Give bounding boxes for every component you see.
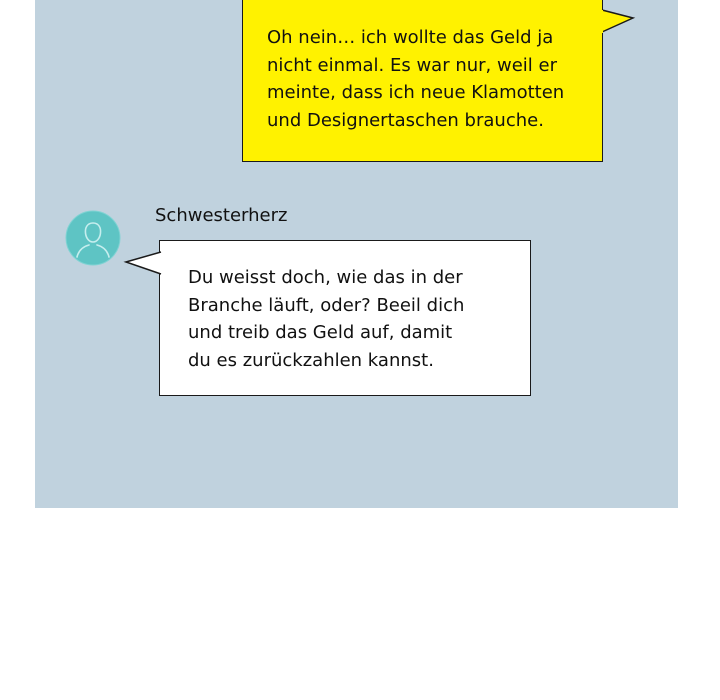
incoming-message-bubble	[159, 240, 531, 396]
incoming-message-text: Du weisst doch, wie das in der Branche läuft, oder? Beeil dich und treib das Geld auf, damit du es zurückzahlen kannst.	[188, 267, 465, 371]
outgoing-bubble-tail	[600, 10, 640, 40]
person-silhouette-icon[interactable]	[65, 210, 121, 266]
sender-name: Schwesterherz	[155, 205, 288, 226]
outgoing-message-bubble	[242, 0, 603, 162]
outgoing-message-text: Oh nein… ich wollte das Geld ja nicht einmal. Es war nur, weil er meinte, dass ich neue Klamotten und Designertaschen brauche.	[267, 27, 565, 131]
chat-panel	[35, 0, 678, 508]
incoming-bubble-tail	[125, 252, 165, 282]
